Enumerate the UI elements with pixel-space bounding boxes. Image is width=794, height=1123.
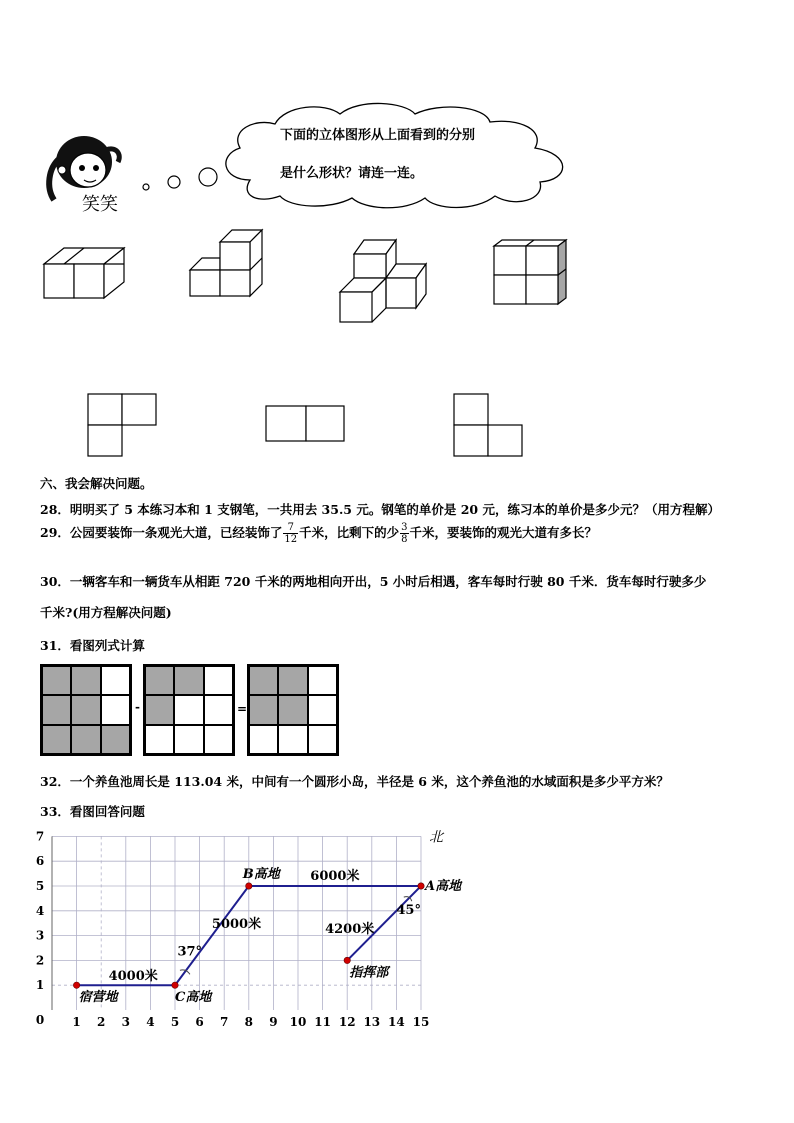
- girl-caption: 笑笑: [82, 194, 118, 215]
- label-4000m: 4000米: [108, 969, 158, 985]
- label-37-degrees: 37°: [177, 944, 203, 960]
- minus-sign: -: [135, 700, 140, 714]
- dot-a: [418, 883, 424, 889]
- q29-prefix: 29．公园要装饰一条观光大道，已经装饰了: [40, 525, 283, 540]
- equals-sign: =: [237, 702, 248, 716]
- bubble-line-2: 是什么形状？请连一连。: [280, 166, 424, 181]
- question-33-title: 33．看图回答问题: [40, 804, 145, 819]
- dot-c: [172, 982, 178, 988]
- section-title: 六、我会解决问题。: [40, 476, 153, 491]
- x-tick-label: 9: [269, 1015, 278, 1029]
- thought-bubble: [140, 100, 590, 210]
- dot-hq: [344, 957, 350, 963]
- label-hq: 指挥部: [349, 965, 389, 981]
- grid-right: [247, 664, 339, 756]
- y-tick-label: 6: [35, 854, 45, 869]
- dot-camp: [73, 982, 79, 988]
- x-tick-label: 2: [97, 1015, 106, 1029]
- fraction-7-12: $\frac{7}{12}$: [284, 522, 298, 545]
- x-tick-label: 10: [289, 1015, 307, 1029]
- top-view-l-shape: [86, 392, 160, 458]
- label-45-degrees: 45°: [396, 902, 421, 918]
- grid-left: [40, 664, 132, 756]
- solid-figure-1: [40, 240, 130, 304]
- x-tick-label: 1: [72, 1015, 81, 1029]
- solid-figure-2: [186, 226, 266, 302]
- question-30-line-1: 30．一辆客车和一辆货车从相距 720 千米的两地相向开出，5 小时后相遇，客车每时行驶 80 千米．货车每时行驶多少: [40, 574, 707, 589]
- grid-middle: [143, 664, 235, 756]
- question-32: 32．一个养鱼池周长是 113.04 米，中间有一个圆形小岛，半径是 6 米，这个养鱼池的水域面积是多少平方米？: [40, 774, 669, 789]
- y-tick-label: 3: [35, 928, 45, 943]
- north-label: 北: [429, 829, 443, 846]
- question-30-line-2: 千米?(用方程解决问题): [40, 605, 172, 620]
- dot-b: [246, 883, 252, 889]
- label-a: A高地: [425, 879, 462, 894]
- x-tick-label: 6: [195, 1015, 204, 1029]
- x-tick-label: 8: [244, 1015, 253, 1029]
- label-6000m: 6000米: [310, 869, 360, 884]
- x-tick-label: 7: [220, 1015, 229, 1029]
- solid-figure-4: [490, 236, 572, 308]
- label-b: B高地: [242, 867, 280, 882]
- q29-mid: 千米，比剩下的少: [299, 525, 400, 540]
- x-tick-label: 4: [146, 1015, 155, 1029]
- y-tick-label: 2: [35, 953, 45, 968]
- bubble-line-1: 下面的立体图形从上面看到的分别: [280, 128, 476, 143]
- coordinate-map: [30, 822, 490, 1032]
- label-4200m: 4200米: [325, 922, 375, 938]
- question-29: [40, 522, 597, 545]
- fraction-3-8: $\frac{3}{8}$: [401, 522, 408, 545]
- x-tick-label: 14: [388, 1015, 405, 1029]
- question-28: 28．明明买了 5 本练习本和 1 支钢笔，一共用去 35.5 元。钢笔的单价是 20 元，练习本的单价是多少元？（用方程解）: [40, 502, 720, 517]
- label-c: C高地: [175, 990, 212, 1006]
- q29-suffix: 千米，要装饰的观光大道有多长？: [409, 525, 598, 540]
- label-5000m: 5000米: [211, 917, 262, 933]
- y-tick-label: 4: [35, 903, 45, 918]
- origin-label: 0: [35, 1013, 45, 1027]
- x-tick-label: 5: [170, 1015, 180, 1029]
- y-tick-label: 7: [35, 829, 45, 844]
- y-tick-label: 5: [35, 879, 45, 893]
- top-view-corner-shape: [452, 392, 526, 458]
- x-tick-label: 3: [121, 1015, 130, 1029]
- x-tick-label: 13: [363, 1015, 381, 1029]
- question-31-title: 31．看图列式计算: [40, 638, 145, 653]
- x-tick-label: 15: [412, 1015, 430, 1029]
- label-camp: 宿营地: [78, 990, 118, 1006]
- y-tick-label: 1: [35, 978, 45, 993]
- top-view-two-squares: [264, 404, 348, 444]
- x-tick-label: 12: [338, 1015, 356, 1029]
- x-tick-label: 11: [314, 1015, 331, 1029]
- solid-figure-3: [336, 234, 430, 326]
